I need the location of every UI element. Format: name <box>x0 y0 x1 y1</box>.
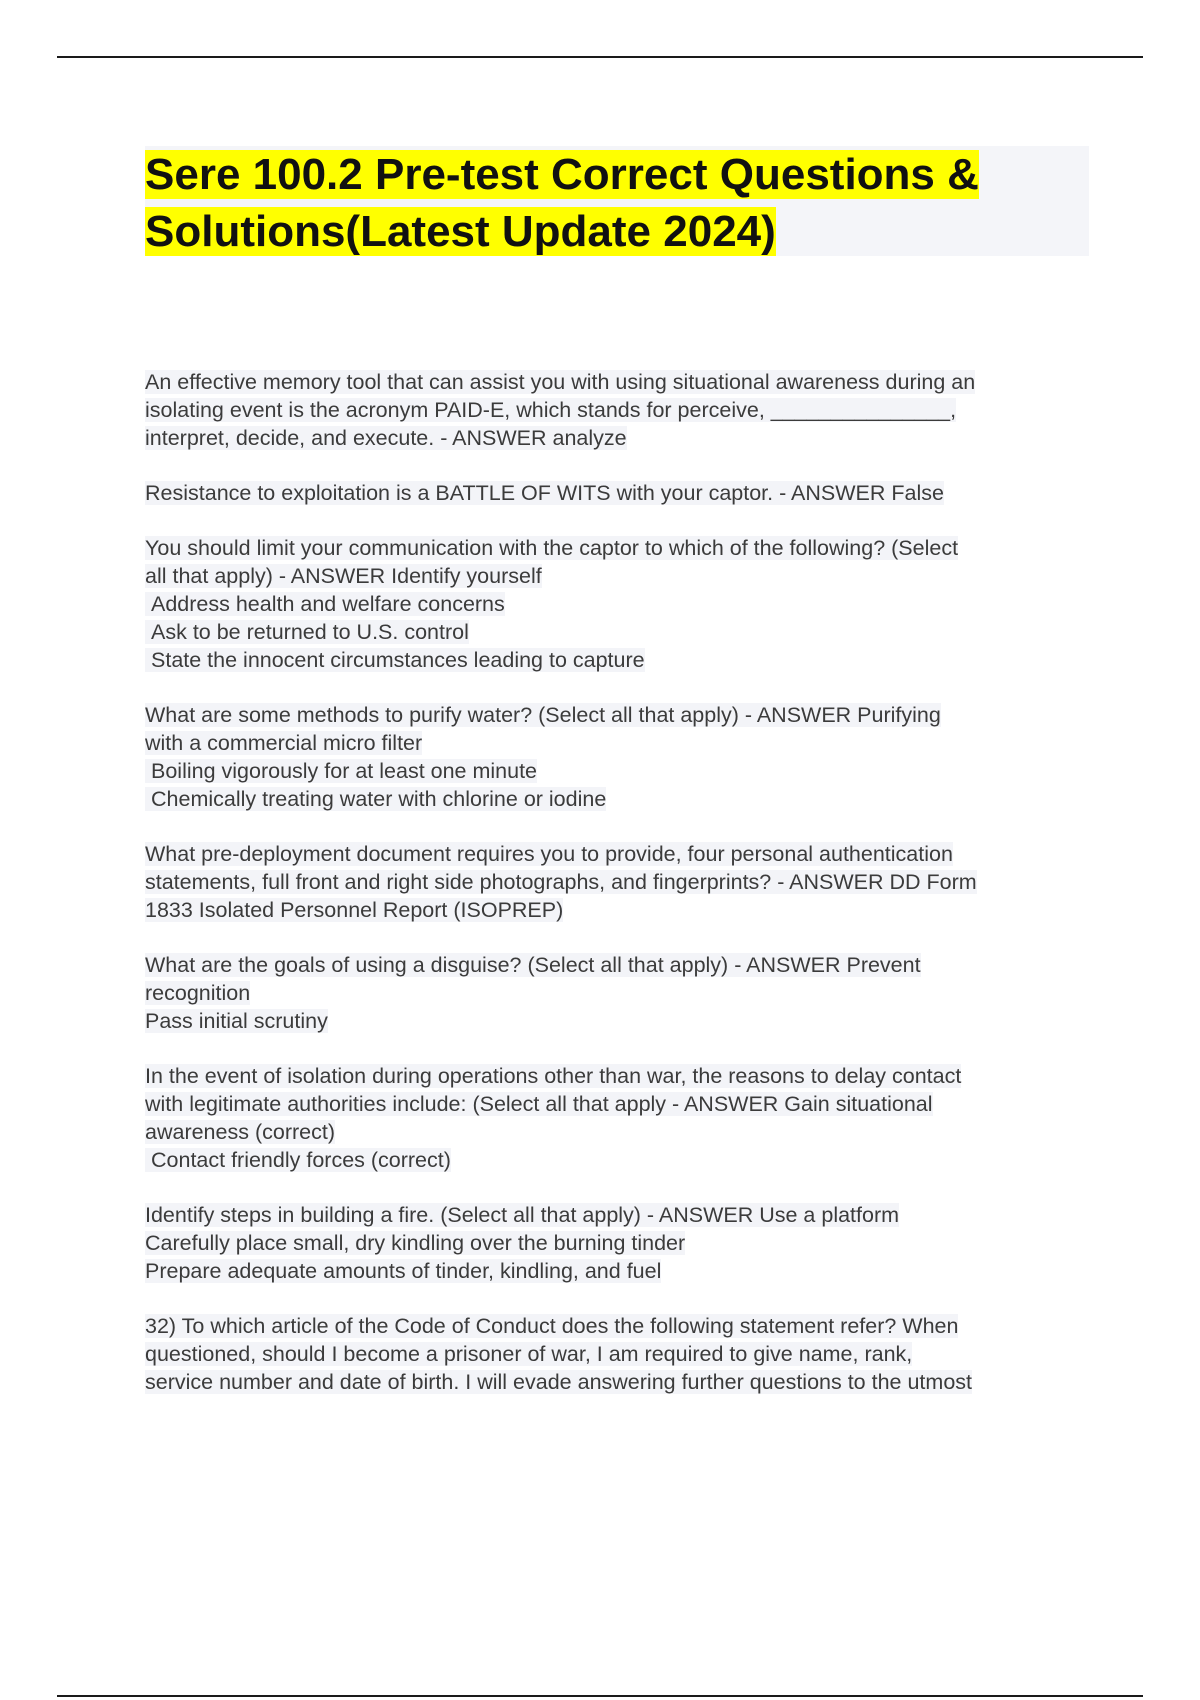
qa-line-text: What are the goals of using a disguise? (Select all that apply) - ANSWER Prevent <box>145 953 921 977</box>
qa-line <box>145 1007 1105 1035</box>
qa-line-text: 32) To which article of the Code of Conduct does the following statement refer? When <box>145 1314 959 1338</box>
qa-item <box>145 701 1105 813</box>
qa-line <box>145 1257 1105 1285</box>
qa-line-text: Resistance to exploitation is a BATTLE OF WITS with your captor. - ANSWER False <box>145 481 944 505</box>
qa-line <box>145 396 1105 424</box>
qa-line-text: awareness (correct) <box>145 1120 335 1144</box>
qa-line-text: What pre-deployment document requires you to provide, four personal authentication <box>145 842 953 866</box>
qa-item <box>145 368 1105 452</box>
qa-line-text: What are some methods to purify water? (Select all that apply) - ANSWER Purifying <box>145 703 941 727</box>
qa-item <box>145 840 1105 924</box>
qa-line <box>145 951 1105 979</box>
qa-line <box>145 534 1105 562</box>
qa-line-text: 1833 Isolated Personnel Report (ISOPREP) <box>145 898 564 922</box>
qa-line-text: Chemically treating water with chlorine or iodine <box>145 787 606 811</box>
qa-line <box>145 785 1105 813</box>
qa-line <box>145 840 1105 868</box>
qa-line-text: Contact friendly forces (correct) <box>145 1148 451 1172</box>
qa-line <box>145 1201 1105 1229</box>
qa-line <box>145 701 1105 729</box>
qa-line-text: questioned, should I become a prisoner of war, I am required to give name, rank, <box>145 1342 913 1366</box>
qa-line <box>145 1118 1105 1146</box>
qa-line <box>145 1340 1105 1368</box>
qa-line-text: Prepare adequate amounts of tinder, kindling, and fuel <box>145 1259 662 1283</box>
qa-line-text: State the innocent circumstances leading to capture <box>145 648 645 672</box>
qa-line <box>145 868 1105 896</box>
qa-line <box>145 1146 1105 1174</box>
qa-line <box>145 618 1105 646</box>
qa-line <box>145 1229 1105 1257</box>
bottom-rule <box>57 1695 1143 1697</box>
qa-line-text: service number and date of birth. I will evade answering further questions to the utmost <box>145 1370 972 1394</box>
qa-line <box>145 896 1105 924</box>
qa-line <box>145 1312 1105 1340</box>
qa-line-text: You should limit your communication with the captor to which of the following? (Select <box>145 536 959 560</box>
qa-item <box>145 1062 1105 1174</box>
qa-line-text: In the event of isolation during operations other than war, the reasons to delay contact <box>145 1064 962 1088</box>
qa-line-text: Boiling vigorously for at least one minute <box>145 759 537 783</box>
qa-item <box>145 534 1105 674</box>
title-line-2-text: Solutions(Latest Update 2024) <box>145 207 776 256</box>
top-rule <box>57 56 1143 58</box>
qa-line <box>145 562 1105 590</box>
title-line <box>145 146 1089 203</box>
qa-item <box>145 479 1105 507</box>
qa-line-text: isolating event is the acronym PAID-E, which stands for perceive, _______________, <box>145 398 957 422</box>
qa-line-text: with a commercial micro filter <box>145 731 423 755</box>
qa-line-text: Pass initial scrutiny <box>145 1009 328 1033</box>
qa-line <box>145 729 1105 757</box>
qa-list <box>145 368 1105 1423</box>
qa-line-text: Address health and welfare concerns <box>145 592 505 616</box>
title-line-1-text: Sere 100.2 Pre-test Correct Questions & <box>145 150 979 199</box>
qa-line <box>145 757 1105 785</box>
page-title <box>145 146 1089 260</box>
qa-line-text: recognition <box>145 981 251 1005</box>
qa-line-text: statements, full front and right side photographs, and fingerprints? - ANSWER DD Form <box>145 870 977 894</box>
qa-item <box>145 951 1105 1035</box>
qa-line-text: all that apply) - ANSWER Identify yourself <box>145 564 542 588</box>
qa-line <box>145 1062 1105 1090</box>
qa-line-text: Carefully place small, dry kindling over the burning tinder <box>145 1231 686 1255</box>
qa-line <box>145 368 1105 396</box>
qa-line <box>145 979 1105 1007</box>
qa-item <box>145 1312 1105 1396</box>
qa-line <box>145 1368 1105 1396</box>
qa-line-text: interpret, decide, and execute. - ANSWER analyze <box>145 426 627 450</box>
qa-line-text: Ask to be returned to U.S. control <box>145 620 469 644</box>
qa-line-text: with legitimate authorities include: (Select all that apply - ANSWER Gain situational <box>145 1092 933 1116</box>
qa-line <box>145 424 1105 452</box>
qa-line <box>145 646 1105 674</box>
title-line <box>145 203 1089 260</box>
qa-line <box>145 590 1105 618</box>
qa-line <box>145 479 1105 507</box>
qa-item <box>145 1201 1105 1285</box>
qa-line-text: An effective memory tool that can assist you with using situational awareness during an <box>145 370 976 394</box>
qa-line-text: Identify steps in building a fire. (Select all that apply) - ANSWER Use a platform <box>145 1203 900 1227</box>
qa-line <box>145 1090 1105 1118</box>
